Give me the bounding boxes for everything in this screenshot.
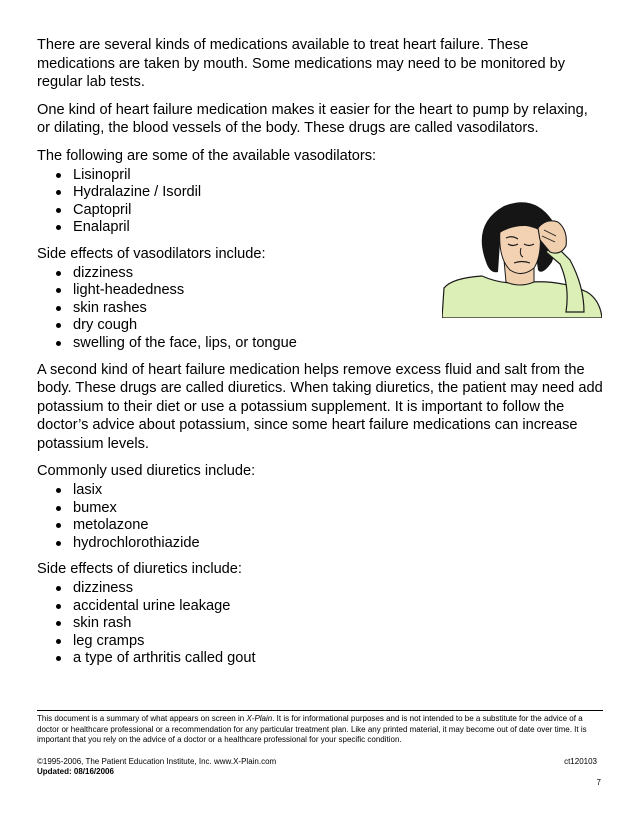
bullet-icon [56,523,61,528]
bullet-icon [56,586,61,591]
updated-date: Updated: 08/16/2006 [37,767,114,776]
list-item: metolazone [37,517,603,535]
diuretics-paragraph: A second kind of heart failure medication helps remove excess fluid and salt from the body. These drugs are called diuretics. When taking diuretics, the patient may need add potassium to their diet or use a potassium supplement. It is important to follow the doctor’s advice about potassium, since some heart failure medications can increase potassium levels. [37,361,603,452]
page-footer [37,710,603,778]
bullet-icon [56,541,61,546]
footer-divider [37,710,603,711]
vasodilators-paragraph: One kind of heart failure medication makes it easier for the heart to pump by relaxing, or dilating, the blood vessels of the body. These drugs are called vasodilators. [37,101,588,137]
list-item: leg cramps [37,633,603,651]
list-item: dizziness [37,265,603,283]
copyright-line [37,757,603,768]
disclaimer-text: This document is a summary of what appears on screen in X-Plain. It is for informational purposes and is not intended to be a substitute for the advice of a doctor or healthcare professional or a recommendation for any particular treatment plan. Like any printed material, it may become out of date over time. It is important that you rely on the advice of a doctor or a healthcare professional for your specific condition. [37,714,587,744]
woman-with-headache-illustration [442,200,602,318]
list-item: lasix [37,482,603,500]
bullet-icon [56,604,61,609]
list-item: a type of arthritis called gout [37,650,603,668]
document-code: ct120103 [564,756,597,766]
list-item: Captopril [37,202,603,220]
bullet-icon [56,190,61,195]
list-item: dizziness [37,580,603,598]
bullet-icon [56,506,61,511]
document-body [37,36,603,676]
bullet-icon [56,271,61,276]
bullet-icon [56,225,61,230]
list-item: light-headedness [37,282,603,300]
bullet-icon [56,656,61,661]
diuretic-side-effects-heading: Side effects of diuretics include: [37,561,242,578]
bullet-icon [56,341,61,346]
vasodilators-list-heading: The following are some of the available vasodilators: [37,147,377,164]
list-item: Hydralazine / Isordil [37,184,603,202]
diuretics-list [37,482,603,552]
bullet-icon [56,488,61,493]
bullet-icon [56,288,61,293]
intro-paragraph: There are several kinds of medications available to treat heart failure. These medications are taken by mouth. Some medications may need to be monitored by regular lab tests. [37,37,566,91]
vasodilator-side-effects-heading: Side effects of vasodilators include: [37,245,266,262]
list-item: hydrochlorothiazide [37,535,603,553]
list-item: accidental urine leakage [37,598,603,616]
bullet-icon [56,306,61,311]
list-item: bumex [37,500,603,518]
diuretics-list-heading: Commonly used diuretics include: [37,463,256,480]
page-number: 7 [596,778,601,787]
list-item: skin rash [37,615,603,633]
bullet-icon [56,208,61,213]
bullet-icon [56,173,61,178]
list-item: skin rashes [37,300,603,318]
bullet-icon [56,621,61,626]
copyright-text: ©1995-2006, The Patient Education Institute, Inc. www.X-Plain.com [37,756,277,766]
bullet-icon [56,639,61,644]
list-item: swelling of the face, lips, or tongue [37,335,603,353]
diuretic-side-effects-list [37,580,603,668]
bullet-icon [56,323,61,328]
list-item: Enalapril [37,219,603,237]
list-item: Lisinopril [37,167,603,185]
list-item: dry cough [37,317,603,335]
